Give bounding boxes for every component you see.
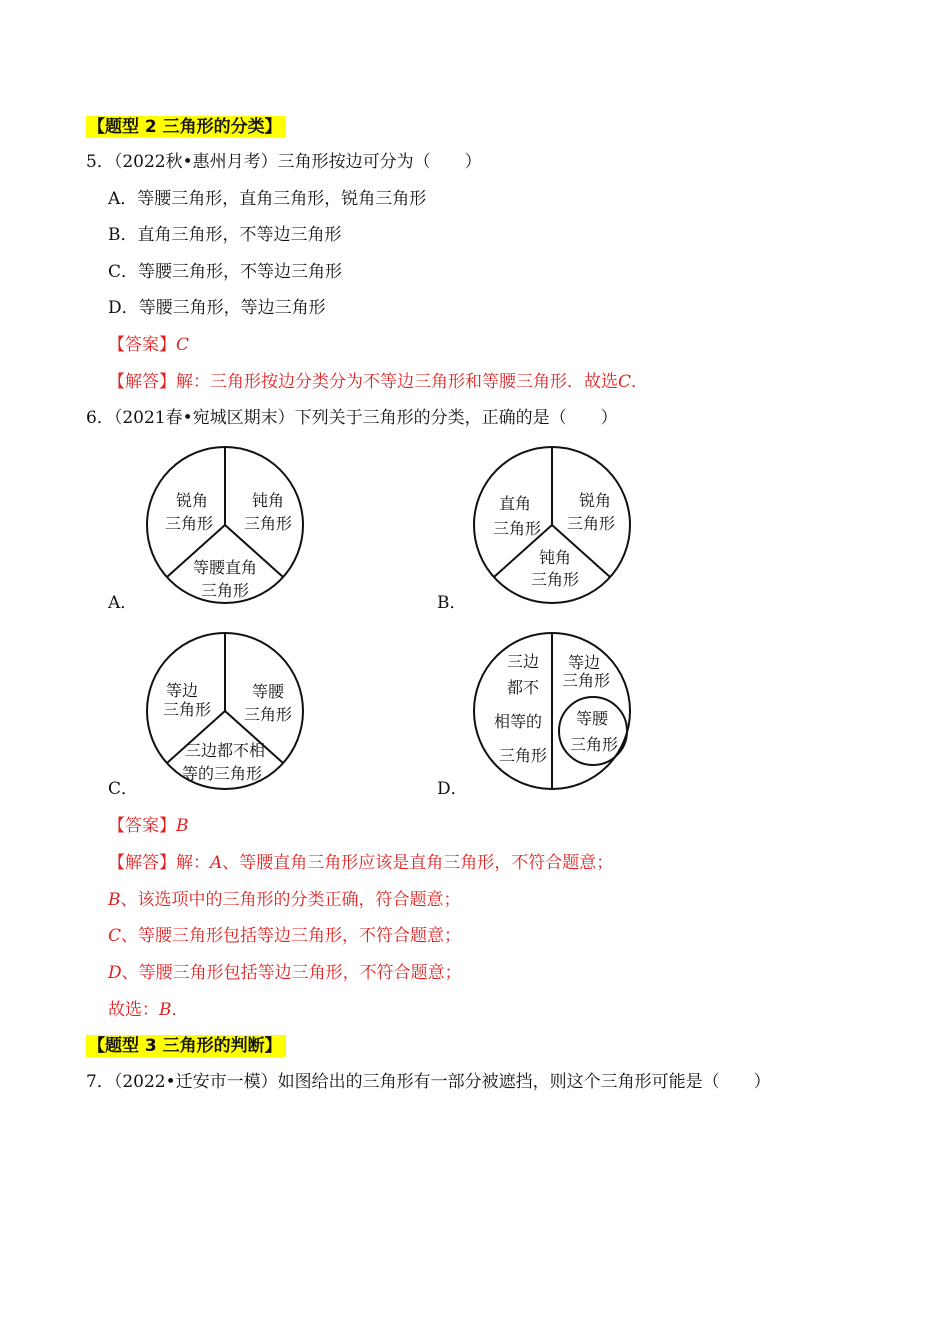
solution-line: 【解答】解：三角形按边分类分为不等边三角形和等腰三角形．故选C． (108, 372, 649, 392)
section-title-type3: 【题型 3 三角形的判断】 (86, 1035, 286, 1057)
question-7-stem: 7．（2022•迁安市一模）如图给出的三角形有一部分被遮挡，则这个三角形可能是（ ） (86, 1072, 771, 1092)
question-text: 如图给出的三角形有一部分被遮挡，则这个三角形可能是（ (277, 1072, 720, 1092)
figure-d-label: D． (437, 779, 468, 799)
region-label: 三角形 (162, 700, 212, 719)
solution-label: 【解答】 (108, 372, 176, 392)
solution-line: 【解答】解：A、等腰直角三角形应该是直角三角形，不符合题意； (108, 853, 614, 873)
figure-b-label: B． (437, 593, 467, 613)
region-label: 等腰 (251, 682, 285, 701)
answer-label: 【答案】 (108, 335, 176, 355)
question-source: （2022秋•惠州月考） (113, 152, 278, 172)
region-label: 三角形 (164, 514, 214, 533)
option-b: B．直角三角形，不等边三角形 (108, 225, 342, 245)
region-label: 钝角 (251, 491, 285, 510)
figure-d-pie-diagram (471, 630, 633, 792)
answer-value: C (176, 335, 190, 355)
region-label: 三角形 (243, 514, 293, 533)
figure-a-pie-diagram (144, 444, 306, 606)
solution-label: 【解答】 (108, 853, 176, 873)
region-label: 直角 (498, 494, 532, 513)
question-number: 5． (86, 152, 114, 172)
question-6-stem: 6．（2021春•宛城区期末）下列关于三角形的分类，正确的是（ ） (86, 408, 618, 428)
region-label: 三角形 (492, 519, 542, 538)
question-5-stem: 5．（2022秋•惠州月考）三角形按边可分为（ ） (86, 152, 482, 172)
answer-line (108, 815, 189, 837)
question-text: 三角形按边可分为（ (277, 152, 431, 172)
region-label: 等腰 (575, 709, 609, 728)
question-source: （2021春•宛城区期末） (113, 408, 295, 428)
answer-line (108, 334, 189, 356)
question-number: 7． (86, 1072, 114, 1092)
region-label: 等边 (567, 653, 601, 672)
question-number: 6． (86, 408, 114, 428)
figure-c-pie-diagram (144, 630, 306, 792)
region-label: 等边 (165, 681, 199, 700)
region-label: 钝角 (538, 548, 572, 567)
region-label: 三边 (506, 652, 540, 671)
region-label: 三边都不相 (184, 741, 266, 760)
region-label: 三角形 (530, 570, 580, 589)
solution-final: 故选：B． (108, 1000, 189, 1020)
region-label: 三角形 (569, 735, 619, 754)
region-label: 锐角 (175, 491, 209, 510)
figure-b-pie-diagram (471, 444, 633, 606)
region-label: 三角形 (498, 746, 548, 765)
option-a: A．等腰三角形，直角三角形，锐角三角形 (108, 189, 427, 209)
region-label: 三角形 (566, 514, 616, 533)
figure-a-label: A． (108, 593, 138, 613)
figure-c-label: C． (108, 779, 139, 799)
solution-line: B、该选项中的三角形的分类正确，符合题意； (108, 890, 461, 910)
solution-line: C、等腰三角形包括等边三角形，不符合题意； (108, 926, 462, 946)
region-label: 锐角 (578, 491, 612, 510)
answer-label: 【答案】 (108, 816, 176, 836)
region-label: 等的三角形 (181, 764, 263, 783)
section-title-type2: 【题型 2 三角形的分类】 (86, 116, 286, 138)
answer-value: B (176, 816, 189, 836)
option-c: C．等腰三角形，不等边三角形 (108, 262, 343, 282)
region-label: 三角形 (243, 705, 293, 724)
region-label: 三角形 (200, 581, 250, 600)
inner-circle (559, 697, 627, 765)
region-label: 等腰直角 (192, 558, 258, 577)
region-label: 三角形 (561, 671, 611, 690)
region-label: 相等的 (493, 712, 543, 731)
solution-line: D、等腰三角形包括等边三角形，不符合题意； (108, 963, 462, 983)
option-d: D．等腰三角形，等边三角形 (108, 298, 326, 318)
question-source: （2022•迁安市一模） (113, 1072, 278, 1092)
question-text: 下列关于三角形的分类，正确的是（ (294, 408, 567, 428)
solution-text: 解：三角形按边分类分为不等边三角形和等腰三角形．故选 (176, 372, 618, 392)
region-label: 都不 (506, 678, 540, 697)
